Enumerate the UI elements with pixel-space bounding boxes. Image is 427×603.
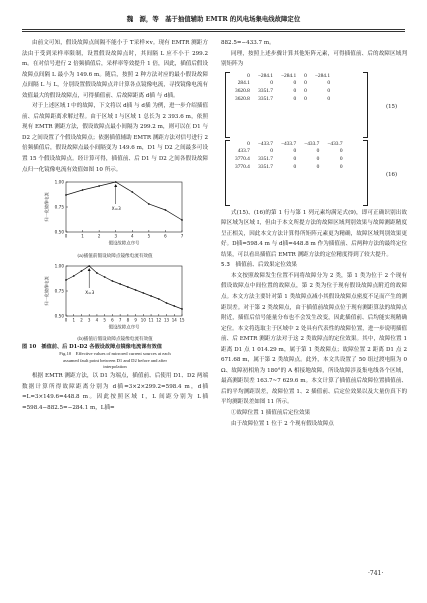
left-column	[22, 38, 208, 413]
data-point	[115, 181, 117, 183]
page-number: ·741·	[368, 570, 384, 577]
matrix-cell: 3351.7	[258, 88, 273, 95]
matrix-cell: −284.1	[281, 72, 297, 79]
equation-number: (16)	[386, 171, 398, 178]
matrix-cell: 3770.4	[235, 156, 250, 163]
matrix-cell: 0	[316, 164, 320, 171]
x-tick-label: 3	[114, 233, 117, 239]
right-column	[221, 38, 407, 429]
matrix-table	[231, 141, 347, 172]
equation-continuation: 882.5=−433.7 m。	[221, 40, 275, 46]
data-point	[181, 308, 183, 310]
x-tick-label: 14	[171, 317, 177, 323]
paragraph: ①故障位置 1 插值前后定位效果	[230, 410, 311, 417]
matrix-cell: −433.7	[327, 140, 343, 147]
data-point	[88, 265, 90, 267]
subplot-a-caption: (a)插值前假设故障点镜像电流有效值	[77, 253, 153, 259]
figure-caption-en-1: Fig.10 Effective values of mirrored current sources at each	[59, 351, 171, 357]
x-tick-label: 13	[163, 317, 170, 323]
y-tick-label: 0.50	[54, 313, 64, 319]
x-tick-label: 1	[72, 317, 76, 323]
data-point	[82, 189, 84, 191]
matrix-cell: 0	[327, 88, 331, 95]
chart-b	[22, 260, 208, 332]
y-axis-label: 归一化镜像电流	[44, 275, 49, 306]
y-tick-label: 0.50	[54, 229, 64, 235]
x-tick-label: 8	[126, 317, 130, 323]
matrix-cell: 0	[304, 96, 307, 103]
annotation-label: X=3	[111, 206, 121, 212]
data-point	[65, 279, 67, 281]
matrix-table	[231, 73, 334, 104]
data-point	[158, 298, 160, 300]
matrix-bracket-left	[225, 72, 230, 138]
figure-caption-en-3: interpolation	[103, 364, 127, 370]
matrix-cell: 0	[293, 156, 297, 163]
matrix-cell: −284.1	[257, 72, 273, 79]
matrix-cell: 0	[247, 140, 250, 147]
matrix-cell: 0	[293, 164, 297, 171]
matrix-cell: 3770.4	[235, 164, 250, 171]
y-tick-label: 1.00	[54, 263, 64, 269]
x-tick-label: 5	[147, 233, 151, 239]
matrix-cell: 0	[327, 96, 331, 103]
subplot-b-caption: (b)插值后假设故障点镜像电流有效值	[77, 337, 153, 343]
matrix-row	[231, 73, 334, 81]
matrix-cell: 3620.8	[235, 96, 250, 103]
annotation-label: X=3	[85, 289, 95, 295]
matrix-cell: 0	[304, 80, 307, 87]
matrix-cell: 284.1	[237, 80, 250, 87]
header-rule	[22, 29, 405, 30]
matrix-row	[231, 88, 334, 96]
plot-frame	[66, 266, 182, 316]
matrix-cell: −433.7	[304, 140, 320, 147]
matrix-bracket-right	[363, 140, 368, 206]
x-tick-label: 7	[180, 233, 184, 239]
data-point	[166, 302, 168, 304]
matrix-bracket-right	[363, 72, 368, 138]
x-tick-label: 6	[164, 233, 167, 239]
matrix-row	[231, 164, 347, 172]
matrix-cell: 0	[339, 148, 343, 155]
paragraph: 式(15)、(16)的第 1 行与第 1 列元素均满足式(9)，即可正确识别出故障区域为区域 I，但由于本文所提方法的故障区域判别效果与故障测距精度呈正相关，因此本文方法计算得所矩阵元素更为精确，故障区域判别效果更好。D插=598.4 m 与 d插=448.8 m 作为插值前、后两种方法的最终定位结果，可以看出插值后 EMTR 测距方法的定位精度得到了较大提升。	[221, 209, 407, 258]
series-line	[66, 182, 182, 220]
data-point	[142, 292, 144, 294]
data-point	[112, 280, 114, 282]
matrix-cell: 3351.7	[258, 164, 273, 171]
y-tick-label: 0.75	[54, 204, 64, 210]
matrix-row	[231, 156, 347, 164]
figure-caption-en-2: assumed fault point between D1 and D2 before and after	[63, 357, 167, 363]
matrix-cell: 433.7	[237, 148, 250, 155]
matrix-cell: 3351.7	[258, 156, 273, 163]
paragraph: 根据 EMTR 测距方法，以 D1 为端点，插值前、后使用 D1、D2 两端数据计算所得故障距离分别为 d插=3×2×299.2=598.4 m，d插=L=3×149.6=448.8 m。因此按照区域 I，L 间距分别为 L插=598.4−882.5=−284.1 m，L插=	[22, 372, 208, 411]
data-point	[173, 305, 175, 307]
matrix-cell: 0	[316, 156, 320, 163]
x-tick-label: 10	[140, 317, 146, 323]
matrix-cell: −433.7	[281, 140, 297, 147]
x-tick-label: 1	[81, 233, 84, 239]
section-heading: 5.3 插值前、后效果定位效果	[221, 262, 298, 269]
data-point	[127, 286, 129, 288]
figure-10	[22, 176, 208, 371]
matrix-15	[221, 72, 407, 138]
paragraph: 对于上述区域 I 中的故障，下文将以 d插 与 d插 为例，进一步介绍插值前、后故障距离求解过程。由于区域 I 与区域 1 总长为 2 393.6 m，依照现有 EMTR 测距方法，假设故障点最小间隔为 299.2 m，则可以在 D1 与 D2 之间设置了个假设故障点；依据插值辅助 EMTR 测距方法对信号进行 2 倍频插值后，假设故障点最小间隔变为 149.6 m，D1 与 D2 之间最多可设置 15 个假设故障点。经计算可得，插值前、后 D1 与 D2 之间各假设故障点归一化镜像电流有效值如图 10 所示。	[22, 103, 208, 173]
matrix-cell: 0	[293, 88, 297, 95]
x-tick-label: 0	[64, 233, 68, 239]
x-tick-label: 12	[156, 317, 162, 323]
paragraph: 由前文可知，假设故障点间隔不能小于 T采样×v。现有 EMTR 测距方法由于受到采样率限制，设置假设故障点时，其间隔 L 应不小于 299.2 m。在对信号进行 2 倍频插值后，采样率等效提升 1 倍，因此，插值后假设故障点间隔 L 最小为 149.6 m。随后，按照 2 种方法对应的最小假设故障点间隔 L 与 L，分别设置假设故障点并计算各点镜像电流，寻找镜像电流有效值最大的假设故障点，可得插值前、后故障距离 d插 与 d插。	[22, 40, 208, 99]
data-point	[81, 270, 83, 272]
x-tick-label: 2	[97, 233, 101, 239]
y-tick-label: 1.00	[54, 179, 64, 185]
matrix-cell: 0	[270, 80, 273, 87]
matrix-16	[221, 140, 407, 206]
data-point	[135, 289, 137, 291]
x-tick-label: 4	[131, 233, 134, 239]
chart-a	[22, 176, 208, 248]
matrix-cell: −284.1	[314, 72, 331, 79]
running-header: 魏 源，等 基于抽值辅助 EMTR 的风电场集电线故障定位	[126, 15, 301, 23]
matrix-cell: 0	[339, 156, 343, 163]
matrix-cell: 0	[247, 72, 250, 79]
matrix-cell: 3620.8	[235, 88, 250, 95]
x-tick-label: 15	[179, 317, 185, 323]
matrix-row	[231, 141, 347, 149]
x-tick-label: 2	[80, 317, 83, 323]
matrix-cell: 3351.7	[258, 96, 273, 103]
x-tick-label: 9	[134, 317, 137, 323]
data-point	[73, 275, 75, 277]
matrix-cell: −433.7	[257, 140, 273, 147]
matrix-row	[231, 80, 334, 88]
matrix-row	[231, 148, 347, 156]
data-point	[148, 203, 150, 205]
data-point	[165, 209, 167, 211]
annotation-arrowhead	[88, 268, 91, 271]
paragraph: 同理，按照上述步骤计算其他矩阵元素，可得插值前、后的故障区域判别矩阵为	[221, 50, 407, 68]
x-tick-label: 5	[103, 317, 106, 323]
x-tick-label: 6	[111, 317, 114, 323]
matrix-cell: 0	[293, 80, 297, 87]
equation-number: (15)	[386, 103, 398, 110]
data-point	[119, 283, 121, 285]
data-point	[131, 191, 133, 193]
matrix-row	[231, 96, 334, 104]
y-tick-label: 0.75	[54, 288, 64, 294]
matrix-cell: 0	[327, 80, 331, 87]
data-point	[150, 295, 152, 297]
x-tick-label: 3	[87, 317, 91, 323]
matrix-bracket-left	[225, 140, 230, 206]
x-tick-label: 11	[148, 317, 154, 323]
matrix-cell: 0	[304, 88, 307, 95]
data-point	[98, 185, 100, 187]
series-line	[66, 266, 182, 309]
data-point	[104, 276, 106, 278]
x-axis-label: 假设故障点序号	[108, 325, 140, 331]
paragraph: 本文按照故障发生位置不同将故障分为 2 类，第 1 类为位于 2 个现有假设故障点中间位置的故障点，第 2 类为位于现有假设故障点附近的故障点。本文方法主要针对第 1 类故障点减小其假设故障点密度不足而产生的测距误差。对于第 2 类故障点，由于插值前故障点位于现有测距算法的故障点附近，插值后信号能量分布也不会发生改变，因此插值前、后均能实现精确定位。本文将选取主于区域中 2 处具有代表性的故障位置，进一步说明插值前、后 EMTR 测距方法对于这 2 类故障点的定位效果。其中，故障位置 1 距离 D1 点 1 014.29 m，属于第 1 类故障点；故障位置 2 距离 D1 点 2 671.68 m，属于第 2 类故障点。此外，本文共设置了 50 组过渡电阻为 0 Ω、故障初相角为 180°的 A 相接地故障，所设故障涉及集电线各个区域，最高测距误差 163.7~7 629.6 m。本文计算了插值前后故障位置插值前、后的平均测距误差，故障位置 1、2 插值前、后定位效果以及大量仿真下的平均测距误差如图 11 所示。	[221, 272, 407, 406]
paragraph: 由于故障位置 1 位于 2 个现有假设故障点	[230, 420, 334, 427]
matrix-cell: 0	[293, 96, 297, 103]
x-tick-label: 4	[95, 317, 99, 323]
figure-caption-zh: 图 10 插值前、后 D1-D2 各假设故障点镜像电流课有效值	[22, 344, 162, 351]
matrix-cell: 0	[270, 148, 273, 155]
matrix-cell: 0	[316, 148, 320, 155]
y-axis-label: 归一化镜像电流	[44, 192, 49, 222]
header-rule-thin	[22, 31, 405, 32]
data-point	[96, 272, 98, 274]
matrix-cell: 0	[293, 148, 297, 155]
data-point	[65, 194, 67, 196]
matrix-cell: 0	[304, 72, 307, 79]
matrix-cell: 0	[339, 164, 343, 171]
data-point	[181, 219, 183, 221]
x-tick-label: 7	[118, 317, 122, 323]
x-tick-label: 0	[64, 317, 68, 323]
x-axis-label: 假设故障点序号	[108, 241, 140, 247]
annotation-arrowhead	[114, 184, 117, 187]
